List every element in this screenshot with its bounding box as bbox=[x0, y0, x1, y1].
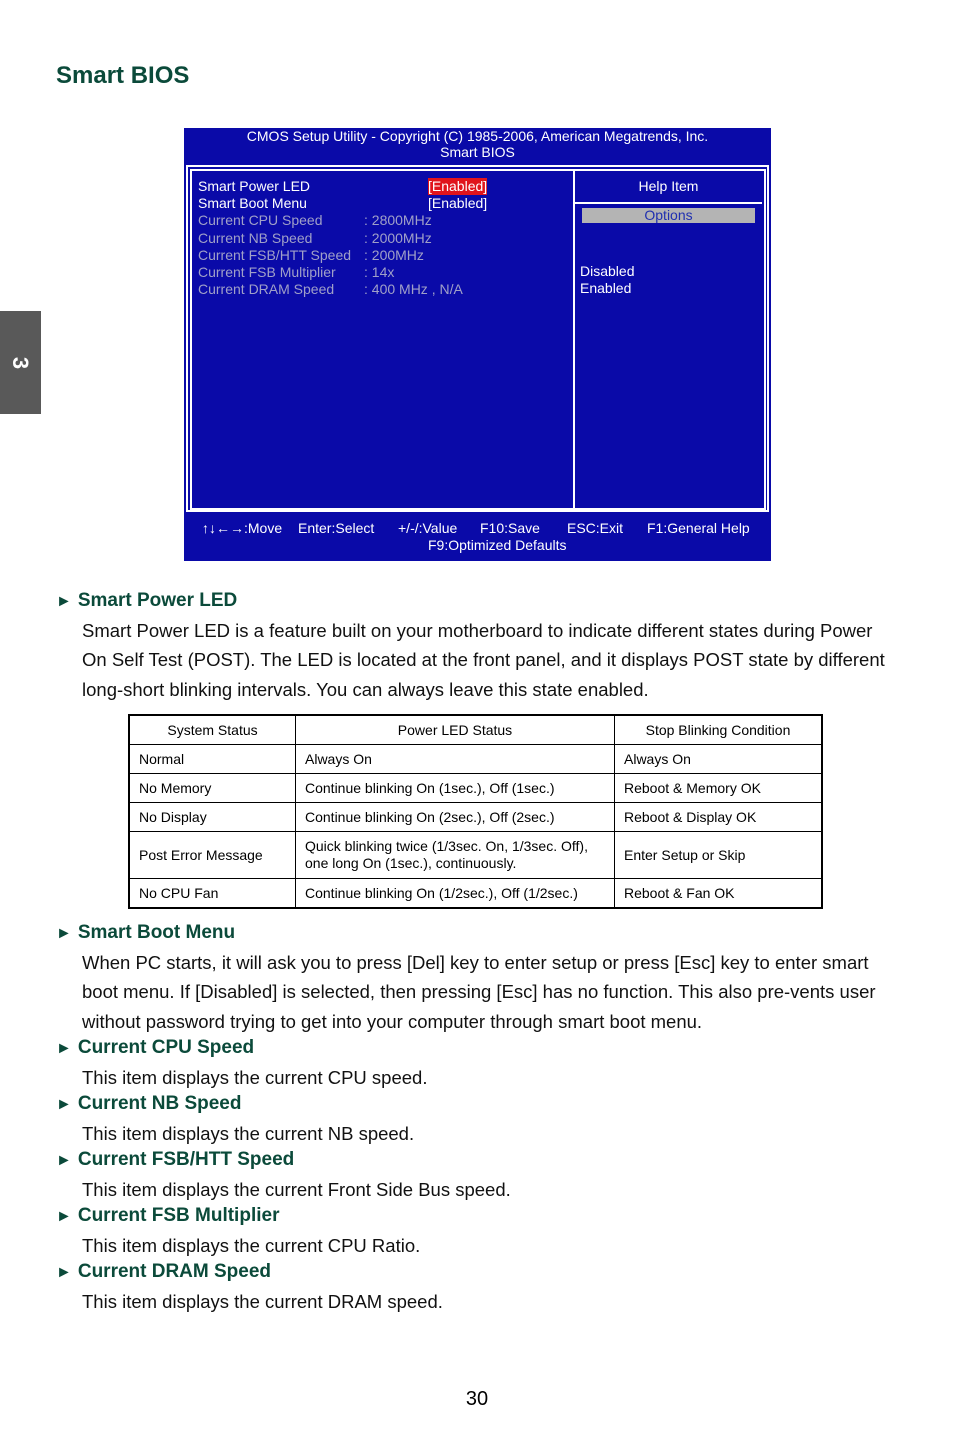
arrow-right-icon: ► bbox=[56, 1208, 72, 1225]
table-cell: No Memory bbox=[129, 774, 296, 803]
bios-footer-help: F1:General Help bbox=[647, 520, 750, 536]
bios-item-label: Current FSB Multiplier bbox=[198, 264, 336, 280]
bios-item-label: Current CPU Speed bbox=[198, 212, 323, 228]
section-heading-fsb-multiplier bbox=[56, 1205, 279, 1227]
bios-options-label: Options bbox=[582, 208, 755, 223]
section-heading-text: Smart Power LED bbox=[77, 590, 238, 611]
table-row bbox=[129, 803, 822, 832]
arrow-right-icon: ► bbox=[56, 1264, 72, 1281]
table-row bbox=[129, 832, 822, 879]
table-cell: Post Error Message bbox=[129, 832, 296, 879]
table-cell: Continue blinking On (1sec.), Off (1sec.) bbox=[296, 774, 615, 803]
page-title: Smart BIOS bbox=[56, 62, 190, 89]
table-cell: Always On bbox=[615, 745, 823, 774]
section-heading-text: Current FSB Multiplier bbox=[77, 1205, 280, 1226]
bios-item-label: Current NB Speed bbox=[198, 230, 313, 246]
table-cell: Reboot & Display OK bbox=[615, 803, 823, 832]
bios-footer-select: Enter:Select bbox=[298, 520, 375, 536]
section-text-fsb-multiplier: This item displays the current CPU Ratio. bbox=[82, 1235, 421, 1256]
section-heading-smart-power-led bbox=[56, 590, 237, 612]
section-text-smart-power-led: Smart Power LED is a feature built on your motherboard to indicate different states during Power On Self Test (POST). The LED is located at the front panel, and it displays POST state by different long-short blinking intervals. You can always leave this state enabled. bbox=[82, 620, 885, 700]
bios-footer-exit: ESC:Exit bbox=[567, 520, 624, 536]
section-heading-smart-boot-menu bbox=[56, 922, 235, 944]
table-row bbox=[129, 879, 822, 909]
table-cell: Reboot & Fan OK bbox=[615, 879, 823, 909]
table-header: System Status bbox=[129, 715, 296, 745]
power-led-table bbox=[128, 714, 823, 909]
table-row bbox=[129, 745, 822, 774]
section-heading-dram-speed bbox=[56, 1261, 271, 1283]
section-heading-text: Current FSB/HTT Speed bbox=[77, 1149, 295, 1170]
section-heading-nb-speed bbox=[56, 1093, 241, 1115]
section-heading-cpu-speed bbox=[56, 1037, 254, 1059]
table-cell: No Display bbox=[129, 803, 296, 832]
bios-option-enabled[interactable]: Enabled bbox=[580, 280, 632, 296]
bios-item-label: Current FSB/HTT Speed bbox=[198, 247, 352, 263]
section-text-fsb-speed: This item displays the current Front Side Bus speed. bbox=[82, 1179, 511, 1200]
section-heading-text: Smart Boot Menu bbox=[77, 922, 236, 943]
table-cell: Continue blinking On (2sec.), Off (2sec.) bbox=[296, 803, 615, 832]
chapter-number: 3 bbox=[8, 356, 34, 369]
table-cell: Always On bbox=[296, 745, 615, 774]
arrow-right-icon: ► bbox=[56, 1152, 72, 1169]
bios-screen bbox=[184, 128, 771, 561]
section-heading-text: Current CPU Speed bbox=[77, 1037, 255, 1058]
bios-item-value: : 2800MHz bbox=[364, 212, 432, 228]
bios-help-title: Help Item bbox=[638, 178, 699, 194]
bios-header-title: Smart BIOS bbox=[440, 144, 515, 160]
bios-item-value: : 200MHz bbox=[364, 247, 424, 263]
arrow-right-icon: ► bbox=[56, 1040, 72, 1057]
table-cell: Reboot & Memory OK bbox=[615, 774, 823, 803]
bios-option-disabled[interactable]: Disabled bbox=[580, 263, 635, 279]
bios-item-label: Current DRAM Speed bbox=[198, 281, 335, 297]
bios-footer-move: ↑↓←→:Move bbox=[202, 520, 283, 536]
table-cell: Normal bbox=[129, 745, 296, 774]
table-row bbox=[129, 774, 822, 803]
table-header-row bbox=[129, 715, 822, 745]
section-text-cpu-speed: This item displays the current CPU speed. bbox=[82, 1067, 428, 1088]
arrow-right-icon: ► bbox=[56, 925, 72, 942]
arrow-right-icon: ► bbox=[56, 1096, 72, 1113]
section-heading-text: Current DRAM Speed bbox=[77, 1261, 272, 1282]
bios-item-value[interactable]: [Enabled] bbox=[428, 195, 488, 211]
table-header: Stop Blinking Condition bbox=[615, 715, 823, 745]
section-text-dram-speed: This item displays the current DRAM speed. bbox=[82, 1291, 443, 1312]
bios-footer-value: +/-/:Value bbox=[398, 520, 458, 536]
chapter-tab bbox=[0, 311, 41, 414]
bios-item-value-selected[interactable]: [Enabled] bbox=[428, 178, 488, 194]
table-cell: Quick blinking twice (1/3sec. On, 1/3sec. Off), one long On (1sec.), continuously. bbox=[296, 832, 615, 879]
section-heading-text: Current NB Speed bbox=[77, 1093, 242, 1114]
table-header: Power LED Status bbox=[296, 715, 615, 745]
bios-footer-defaults: F9:Optimized Defaults bbox=[428, 537, 567, 553]
page-number: 30 bbox=[465, 1388, 489, 1410]
bios-item-label: Smart Boot Menu bbox=[198, 195, 307, 211]
bios-item-label: Smart Power LED bbox=[198, 178, 311, 194]
bios-footer-save: F10:Save bbox=[480, 520, 540, 536]
table-cell: No CPU Fan bbox=[129, 879, 296, 909]
arrow-right-icon: ► bbox=[56, 593, 72, 610]
bios-help-divider bbox=[575, 202, 762, 204]
bios-header-copyright: CMOS Setup Utility - Copyright (C) 1985-2006, American Megatrends, Inc. bbox=[246, 128, 709, 144]
bios-item-value: : 14x bbox=[364, 264, 395, 280]
section-text-nb-speed: This item displays the current NB speed. bbox=[82, 1123, 415, 1144]
section-text-smart-boot-menu: When PC starts, it will ask you to press [Del] key to enter setup or press [Esc] key to enter smart boot menu. If [Disabled] is selected, then pressing [Esc] has no function. This also pre-vents user without password trying to get into your computer through smart boot menu. bbox=[82, 952, 876, 1032]
bios-item-value: : 2000MHz bbox=[364, 230, 432, 246]
bios-item-value: : 400 MHz , N/A bbox=[364, 281, 463, 297]
table-cell: Continue blinking On (1/2sec.), Off (1/2sec.) bbox=[296, 879, 615, 909]
table-cell: Enter Setup or Skip bbox=[615, 832, 823, 879]
section-heading-fsb-speed bbox=[56, 1149, 294, 1171]
